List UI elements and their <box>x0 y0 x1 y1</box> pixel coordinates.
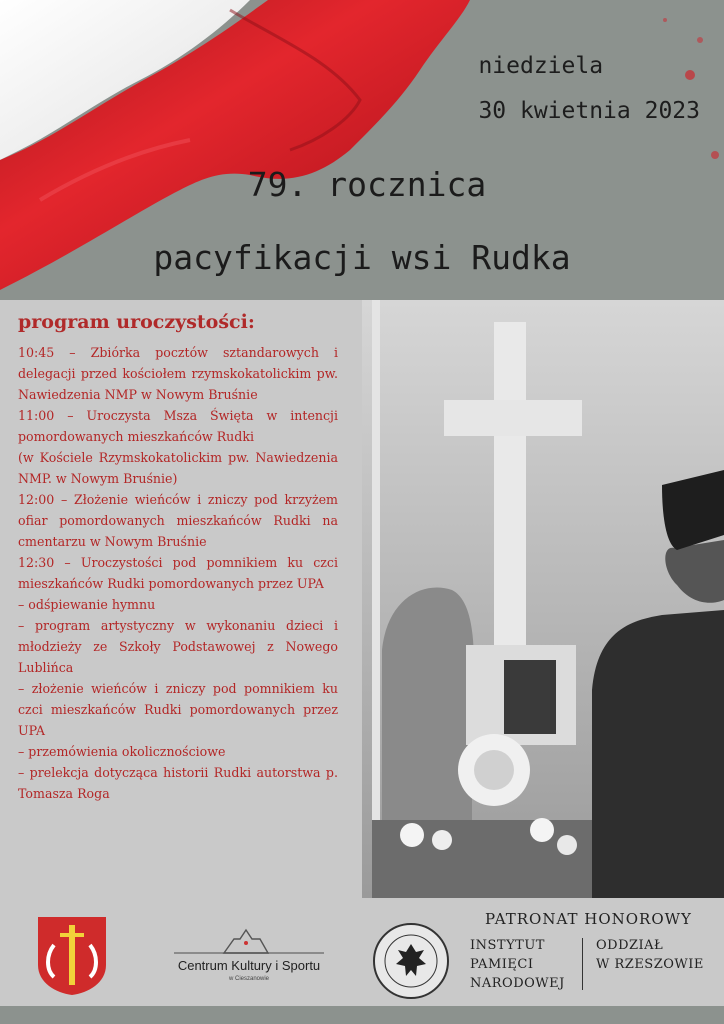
program-item: (w Kościele Rzymskokatolickim pw. Nawiedzenia NMP. w Nowym Bruśnie) <box>18 450 338 486</box>
program-item: 12:30 – Uroczystości pod pomnikiem ku czci mieszkańców Rudki pomordowanych przez UPA <box>18 555 338 591</box>
title-line-1: 79. rocznica <box>247 165 487 204</box>
ipn-line: INSTYTUT <box>470 938 545 953</box>
ipn-line: NARODOWEJ <box>470 976 565 991</box>
ckis-subtitle: w Cieszanowie <box>228 976 270 982</box>
program-item: 11:00 – Uroczysta Msza Święta w intencji pomordowanych mieszkańców Rudki <box>18 408 338 444</box>
program-heading: program uroczystości: <box>18 311 255 333</box>
program-item: – prelekcja dotycząca historii Rudki autorstwa p. Tomasza Roga <box>18 765 338 801</box>
oddzial-line: W RZESZOWIE <box>596 957 704 972</box>
title-line-2: pacyfikacji wsi Rudka <box>153 238 571 277</box>
event-day: niedziela <box>478 53 604 79</box>
cieszanow-coat-of-arms-icon <box>36 915 108 997</box>
program-list <box>18 342 338 804</box>
program-item: – odśpiewanie hymnu <box>18 597 156 612</box>
ipn-line: PAMIĘCI <box>470 957 534 972</box>
event-full-date: 30 kwietnia 2023 <box>478 98 700 124</box>
ipn-seal-icon <box>372 922 450 1000</box>
program-item: – złożenie wieńców i zniczy pod pomnikiem ku czci mieszkańców Rudki pomordowanych przez UPA <box>18 681 338 738</box>
soldier-silhouette <box>592 610 724 898</box>
ipn-name <box>470 936 565 993</box>
oddzial-name <box>596 936 704 974</box>
program-item: – przemówienia okolicznościowe <box>18 744 226 759</box>
cross-horizontal <box>444 400 582 436</box>
divider <box>582 938 583 990</box>
patronat-honorowy: PATRONAT HONOROWY <box>485 910 692 928</box>
bottom-strip <box>0 1006 724 1024</box>
memorial-photo <box>362 300 724 898</box>
program-item: – program artystyczny w wykonaniu dzieci i młodzieży ze Szkoły Podstawowej z Nowego Lublińca <box>18 618 338 675</box>
event-date <box>478 44 700 134</box>
header-area <box>0 0 724 300</box>
ckis-name: Centrum Kultury i Sportu <box>177 958 321 973</box>
program-item: 12:00 – Złożenie wieńców i zniczy pod krzyżem ofiar pomordowanych mieszkańców Rudki na cmentarzu w Nowym Bruśnie <box>18 492 338 549</box>
oddzial-line: ODDZIAŁ <box>596 938 664 953</box>
program-item: 10:45 – Zbiórka pocztów sztandarowych i delegacji przed kościołem rzymskokatolickim pw. Nawiedzenia NMP w Nowym Bruśnie <box>18 345 338 402</box>
memorial-plaque <box>504 660 556 734</box>
cross-vertical <box>494 322 526 652</box>
